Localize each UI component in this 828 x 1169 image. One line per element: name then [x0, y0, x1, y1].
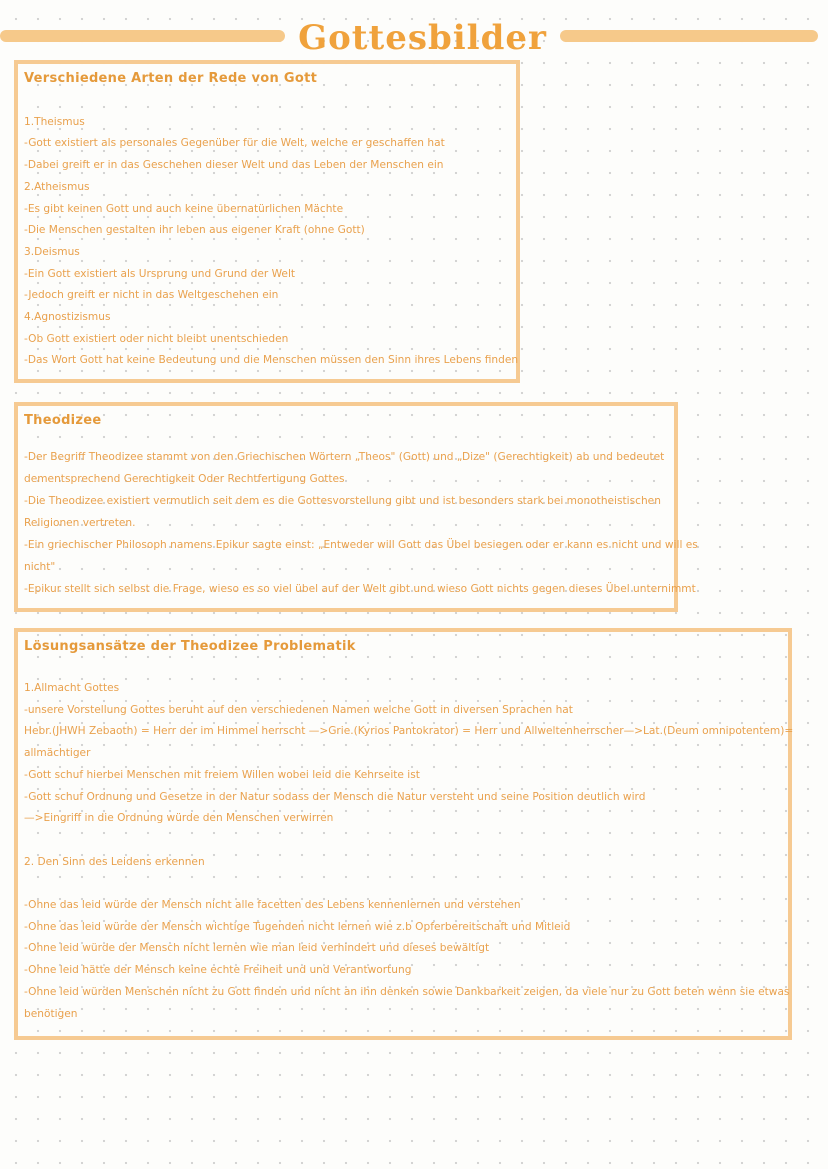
text-line: allmächtiger: [24, 747, 91, 760]
text-line: -Der Begriff Theodizee stammt von den Griechischen Wörtern „Theos" (Gott) und „Dize" (Gerechtigkeit) ab und bedeutet: [24, 451, 665, 463]
blank-line: [24, 873, 782, 895]
section-heading: Verschiedene Arten der Rede von Gott: [24, 71, 318, 86]
text-line: -Ohne leid hätte der Mensch keine echte Freiheit und und Verantwortung: [24, 964, 412, 977]
text-line: 3.Deismus: [24, 245, 80, 258]
text-line: -Ohne das leid würde der Mensch wichtige Tugenden nicht lernen wie z.b Opferbereitschaft und Mitleid: [24, 920, 571, 933]
title-decoration-left: [0, 30, 285, 42]
text-line: -Es gibt keinen Gott und auch keine übernatürlichen Mächte: [24, 202, 344, 215]
text-line: -Gott existiert als personales Gegenüber für die Welt, welche er geschaffen hat: [24, 137, 445, 150]
section-rede-von-gott: [14, 60, 520, 383]
section-body: [24, 112, 519, 372]
text-line: benötigen: [24, 1007, 78, 1020]
text-line: —>Eingriff in die Ordnung würde den Menschen verwirren: [24, 812, 334, 825]
text-line: 2. Den Sinn des Leidens erkennen: [24, 855, 205, 868]
text-line: -Die Menschen gestalten ihr leben aus eigener Kraft (ohne Gott): [24, 224, 365, 237]
page-title: Gottesbilder: [298, 18, 547, 58]
text-line: -Ohne leid würde der Mensch nicht lernen wie man leid verhindert und dieses bewältigt: [24, 942, 490, 955]
section-loesungsansaetze: [14, 628, 792, 1040]
text-line: 2.Atheismus: [24, 180, 90, 193]
text-line: -Ohne leid würden Menschen nicht zu Gott finden und nicht an ihn denken sowie Dankbarkeit zeigen, da viele nur zu Gott beten wenn sie etwas: [24, 985, 790, 998]
text-line: -Gott schuf Ordnung und Gesetze in der Natur sodass der Mensch die Natur versteht und seine Position deutlich wird: [24, 790, 646, 803]
text-line: -unsere Vorstellung Gottes beruht auf den verschiedenen Namen welche Gott in diversen Sprachen hat: [24, 703, 573, 716]
text-line: 1.Allmacht Gottes: [24, 682, 120, 694]
text-line: -Ein Gott existiert als Ursprung und Grund der Welt: [24, 267, 296, 280]
blank-line: [24, 830, 782, 852]
text-line: nicht": [24, 561, 56, 573]
text-line: 4.Agnostizismus: [24, 311, 111, 324]
text-line: -Dabei greift er in das Geschehen dieser Welt und das Leben der Menschen ein: [24, 159, 444, 172]
section-body: [24, 446, 698, 600]
title-decoration-right: [560, 30, 818, 42]
section-body: [24, 678, 794, 1025]
section-heading: Theodizee: [24, 413, 102, 428]
section-theodizee: [14, 402, 698, 612]
text-line: -Ohne das leid würde der Mensch nicht alle facetten des Lebens kennenlernen und verstehen: [24, 899, 521, 912]
text-line: -Jedoch greift er nicht in das Weltgeschehen ein: [24, 289, 279, 302]
text-line: -Ein griechischer Philosoph namens Epikur sagte einst: „Entweder will Gott das Übel besiegen oder er kann es nicht und will es: [24, 539, 698, 551]
text-line: -Gott schuf hierbei Menschen mit freiem Willen wobei leid die Kehrseite ist: [24, 768, 420, 781]
text-line: -Epikur stellt sich selbst die Frage, wieso es so viel übel auf der Welt gibt und wieso Gott nichts gegen dieses Übel unternimmt: [24, 583, 696, 595]
text-line: 1.Theismus: [24, 115, 85, 128]
text-line: Religionen vertreten.: [24, 517, 136, 529]
section-heading: Lösungsansätze der Theodizee Problematik: [24, 639, 356, 654]
text-line: -Die Theodizee existiert vermutlich seit dem es die Gottesvorstellung gibt und ist besonders stark bei monotheistischen: [24, 495, 661, 507]
text-line: Hebr.(JHWH Zebaoth) = Herr der im Himmel herrscht —>Grie.(Kyrios Pantokrator) = Herr und Allweltenherrscher—>Lat.(Deum omnipotentem)=: [24, 725, 794, 738]
text-line: -Ob Gott existiert oder nicht bleibt unentschieden: [24, 332, 289, 345]
text-line: -Das Wort Gott hat keine Bedeutung und die Menschen müssen den Sinn ihres Lebens finden: [24, 354, 519, 367]
text-line: dementsprechend Gerechtigkeit Oder Rechtfertigung Gottes: [24, 473, 345, 485]
